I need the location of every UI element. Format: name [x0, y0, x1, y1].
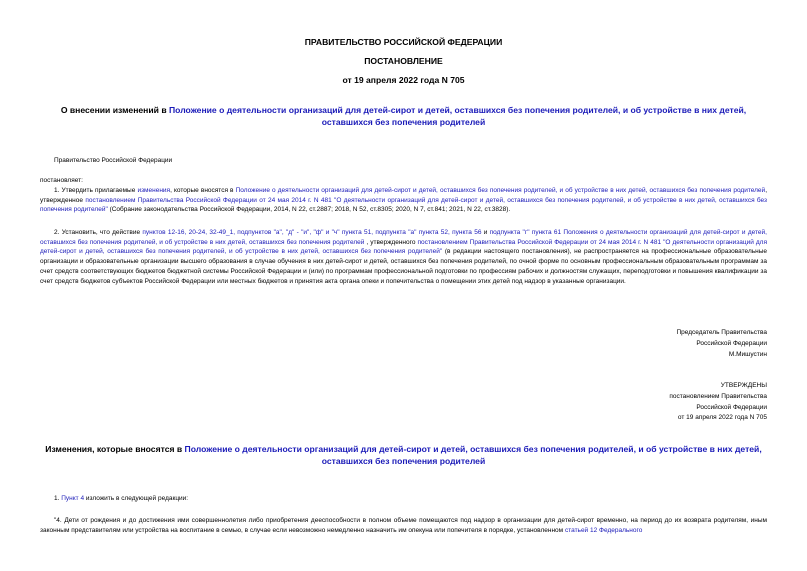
approval-line-3: от 19 апреля 2022 года N 705: [677, 414, 767, 422]
decree-date-number: от 19 апреля 2022 года N 705: [342, 75, 465, 85]
signature-position-1: Председатель Правительства: [676, 329, 767, 336]
changes-link[interactable]: изменения: [137, 187, 171, 194]
quoted-paragraph-4: [40, 516, 767, 535]
changes-regulation-link[interactable]: Положение о деятельности организаций для детей-сирот и детей, оставшихся без попечения родителей, и об устройстве в них детей, оставшихся без попечения родителей: [184, 444, 762, 466]
quoted-text: "4. Дети от рождения и до достижения ими совершеннолетия либо приобретения дееспособности в полном объеме помещаются под надзор в организации для детей-сирот временно, на период до их возврата родителям, иным законным представителям или устройства на воспитание в семью, в случае если невозможно немедленно назначить им опекуна или попечителя в порядке, установленном: [40, 517, 767, 534]
paragraph-2: [40, 228, 767, 286]
approval-block: [669, 381, 767, 424]
resolution-481-link-p2[interactable]: постановлением Правительства Российской Федерации от 24 мая 2014 г. N 481 "О деятельности организаций для детей-сирот и детей, оставшихся без попечения родителей, и об устройстве в них детей, оставшихся без попечения родителей": [40, 238, 767, 256]
decree-title-prefix: О внесении изменений в: [60, 105, 169, 115]
item-1-prefix: 1.: [54, 495, 62, 502]
signature-position-2: Российской Федерации: [696, 339, 767, 347]
p2-text-2: и: [481, 229, 490, 236]
item-1: [54, 494, 188, 504]
item-1-rest: изложить в следующей редакции:: [84, 495, 189, 502]
signature-block: [676, 328, 767, 360]
p1-text-1: 1. Утвердить прилагаемые: [54, 187, 138, 194]
decree-word: постановляет:: [40, 177, 83, 184]
p2-text-4: (в редакции настоящего постановления), не распространяется на профессиональные образовательные организации и образовательные организации высшего образования в случае обучения в них детей-сирот и детей, оставшихся без попечения родителей, по очной форме по основным профессиональным образовательным программам за счет средств соответствующих бюджетов бюджетной системы Российской Федерации и (или) по программам профессиональной подготовки по профессиям рабочих и должностям служащих, переподготовки и повышения квалификации за счет средств бюджетов субъектов Российской Федерации или местных бюджетов и принятия акта органа опеки и попечительства о помещении этих детей под надзор в указанные организации.: [40, 248, 767, 285]
p1-text-2: , которые вносятся в: [170, 187, 236, 194]
changes-title-prefix: Изменения, которые вносятся в: [45, 444, 185, 454]
government-heading: ПРАВИТЕЛЬСТВО РОССИЙСКОЙ ФЕДЕРАЦИИ: [304, 37, 503, 47]
approval-line-2: Российской Федерации: [696, 403, 767, 411]
resolution-481-link-p1[interactable]: постановлением Правительства Российской Федерации от 24 мая 2014 г. N 481 "О деятельности организаций для детей-сирот и детей, оставшихся без попечения родителей, и об устройстве в них детей, оставшихся без попечения родителей": [40, 196, 767, 214]
regulation-link-p1[interactable]: Положение о деятельности организаций для детей-сирот и детей, оставшихся без попечения родителей, и об устройстве в них детей, оставшихся без попечения родителей: [235, 187, 766, 194]
p2-text-1: 2. Установить, что действие: [54, 229, 143, 236]
p1-text-3: , утвержденное: [40, 187, 767, 204]
points-link[interactable]: пунктов 12-16, 20-24, 32-49_1, подпунктов "а", "д" - "и", "ф" и "ч" пункта 51, подпункта "а" пункта 52, пункта 56: [142, 229, 482, 236]
changes-title: [40, 443, 767, 467]
document-type: ПОСТАНОВЛЕНИЕ: [364, 56, 443, 66]
subpoint-link[interactable]: подпункта "г" пункта 61 Положения о деятельности организаций для детей-сирот и детей, оставшихся без попечения родителей, и об устройстве в них детей, оставшихся без попечения родителей: [40, 229, 767, 246]
article-12-link[interactable]: статьей 12 Федерального: [564, 526, 643, 534]
decree-title: [40, 104, 767, 128]
p1-text-4: (Собрание законодательства Российской Федерации, 2014, N 22, ст.2887; 2018, N 52, ст.8305; 2020, N 7, ст.841; 2021, N 22, ст.3828).: [107, 206, 511, 214]
p2-text-3: , утвержденного: [364, 238, 418, 246]
issuer-text: Правительство Российской Федерации: [54, 157, 173, 164]
approval-line-1: постановлением Правительства: [669, 392, 767, 400]
point-4-link[interactable]: Пункт 4: [61, 495, 85, 502]
signature-name: М.Мишустин: [728, 350, 767, 358]
paragraph-1: [40, 186, 767, 215]
approval-title: УТВЕРЖДЕНЫ: [720, 382, 767, 389]
regulation-link[interactable]: Положение о деятельности организаций для детей-сирот и детей, оставшихся без попечения родителей, и об устройстве в них детей, оставшихся без попечения родителей: [169, 105, 747, 127]
